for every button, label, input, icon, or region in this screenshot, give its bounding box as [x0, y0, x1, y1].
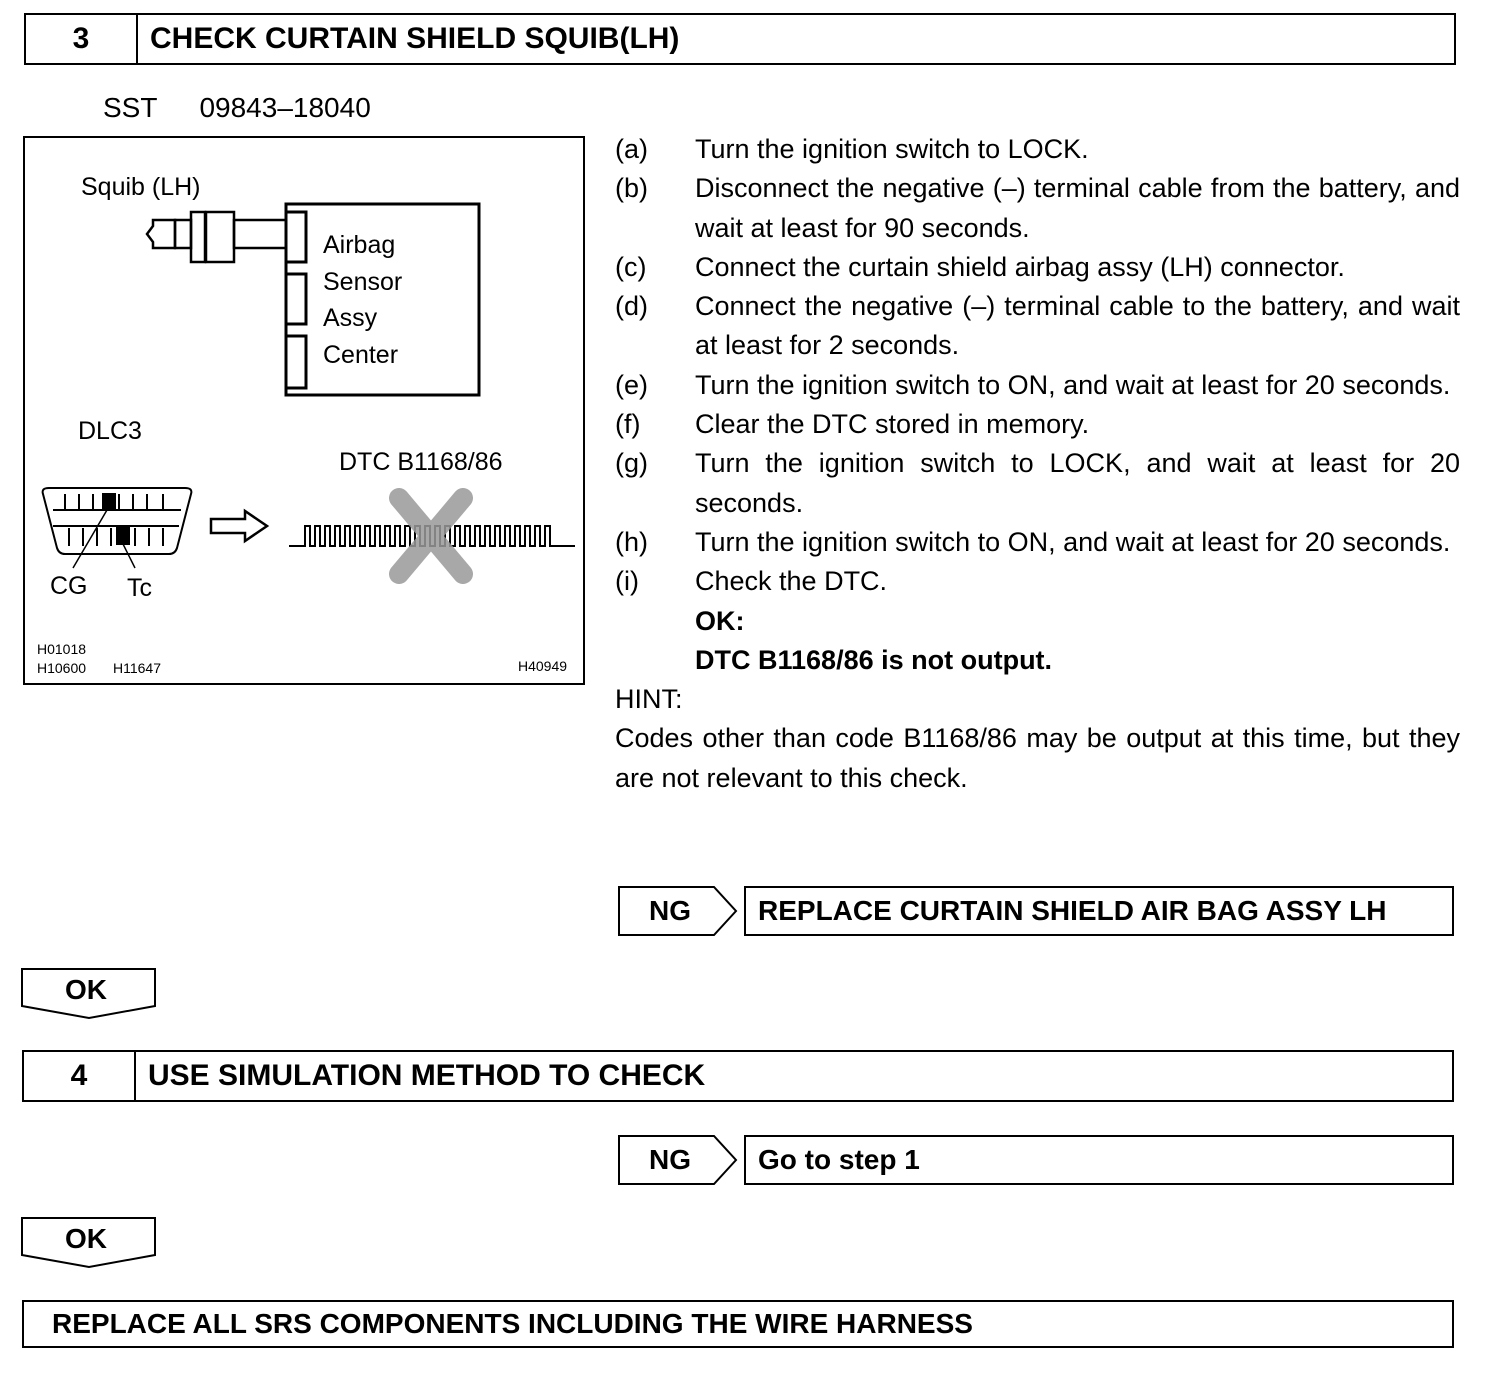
sensor-line-4: Center: [323, 341, 399, 369]
sst-label: SST: [103, 92, 158, 123]
ng-action-box: REPLACE CURTAIN SHIELD AIR BAG ASSY LH: [744, 886, 1454, 936]
ng-result-row-1: [618, 886, 1454, 936]
figure-code-4: H40949: [518, 658, 568, 674]
cg-label: CG: [50, 572, 88, 600]
final-action-box: REPLACE ALL SRS COMPONENTS INCLUDING THE WIRE HARNESS: [22, 1300, 1454, 1348]
sensor-line-1: Airbag: [323, 231, 396, 259]
step-text: Turn the ignition switch to ON, and wait at least for 20 seconds.: [695, 526, 1451, 557]
ng-arrow-icon: [618, 886, 738, 936]
step-label: (c): [615, 251, 647, 282]
sensor-line-2: Sensor: [323, 268, 403, 296]
step-label: (d): [615, 291, 648, 322]
sensor-line-3: Assy: [323, 304, 378, 332]
step-text: Connect the negative (–) terminal cable to the battery, and wait at least for 2 seconds.: [695, 291, 1460, 361]
step-label: (g): [615, 448, 648, 479]
ok-tab-2: [21, 1217, 157, 1269]
procedure-step-g: [615, 444, 1460, 523]
procedure-step-b: [615, 169, 1460, 248]
procedure-step-c: [615, 248, 1460, 287]
figure-code-3: H11647: [113, 660, 162, 676]
step-text: Clear the DTC stored in memory.: [695, 409, 1090, 440]
step-text: Turn the ignition switch to LOCK.: [695, 134, 1089, 164]
step-text: Disconnect the negative (–) terminal cable from the battery, and wait at least for 90 seconds.: [695, 173, 1460, 243]
ng-action-box: Go to step 1: [744, 1135, 1454, 1185]
hint-label: HINT:: [615, 684, 683, 715]
step-label: (b): [615, 173, 648, 204]
step-text: Turn the ignition switch to LOCK, and wait at least for 20 seconds.: [695, 448, 1460, 518]
ng-arrow-icon: [618, 1135, 738, 1185]
procedure-step-e: [615, 366, 1460, 405]
wiring-figure: [23, 136, 585, 685]
dtc-label: DTC B1168/86: [339, 448, 503, 476]
step-3-header: [24, 13, 1456, 65]
figure-code-2: H10600: [37, 660, 87, 676]
step-4-number: 4: [24, 1052, 136, 1100]
step-label: (h): [615, 526, 648, 557]
step-label: (a): [615, 134, 648, 164]
sst-part-number: 09843–18040: [199, 92, 371, 123]
ok-result-text: DTC B1168/86 is not output.: [695, 644, 1053, 675]
step-text: Check the DTC.: [695, 566, 888, 597]
procedure-step-d: [615, 287, 1460, 366]
step-3-number: 3: [26, 15, 138, 63]
step-3-title: CHECK CURTAIN SHIELD SQUIB(LH): [150, 22, 680, 55]
step-4-title: USE SIMULATION METHOD TO CHECK: [148, 1059, 706, 1092]
ok-tab-1: [21, 968, 157, 1020]
hint-text: Codes other than code B1168/86 may be output at this time, but they are not relevant to this check.: [615, 723, 1460, 793]
step-label: (f): [615, 409, 641, 440]
procedure-step-f: [615, 405, 1460, 444]
procedure-step-h: [615, 523, 1460, 562]
procedure-step-i: [615, 562, 1460, 601]
ok-tab-label: OK: [65, 974, 107, 1005]
tc-label: Tc: [127, 574, 152, 602]
ok-tab-label: OK: [65, 1223, 107, 1254]
step-label: (e): [615, 369, 648, 400]
sst-line: [103, 92, 371, 124]
squib-label: Squib (LH): [81, 173, 201, 201]
dlc3-label: DLC3: [78, 417, 142, 445]
step-text: Turn the ignition switch to ON, and wait at least for 20 seconds.: [695, 369, 1451, 400]
ok-result-label: OK:: [695, 605, 745, 636]
step-text: Connect the curtain shield airbag assy (LH) connector.: [695, 251, 1345, 282]
step-4-header: [22, 1050, 1454, 1102]
ng-label: NG: [649, 1144, 691, 1175]
procedure-step-a: [615, 130, 1460, 169]
ng-label: NG: [649, 895, 691, 926]
ng-result-row-2: [618, 1135, 1454, 1185]
step-label: (i): [615, 566, 639, 597]
figure-code-1: H01018: [37, 641, 87, 657]
procedure-list: [615, 130, 1460, 798]
figure-svg: [23, 136, 585, 685]
